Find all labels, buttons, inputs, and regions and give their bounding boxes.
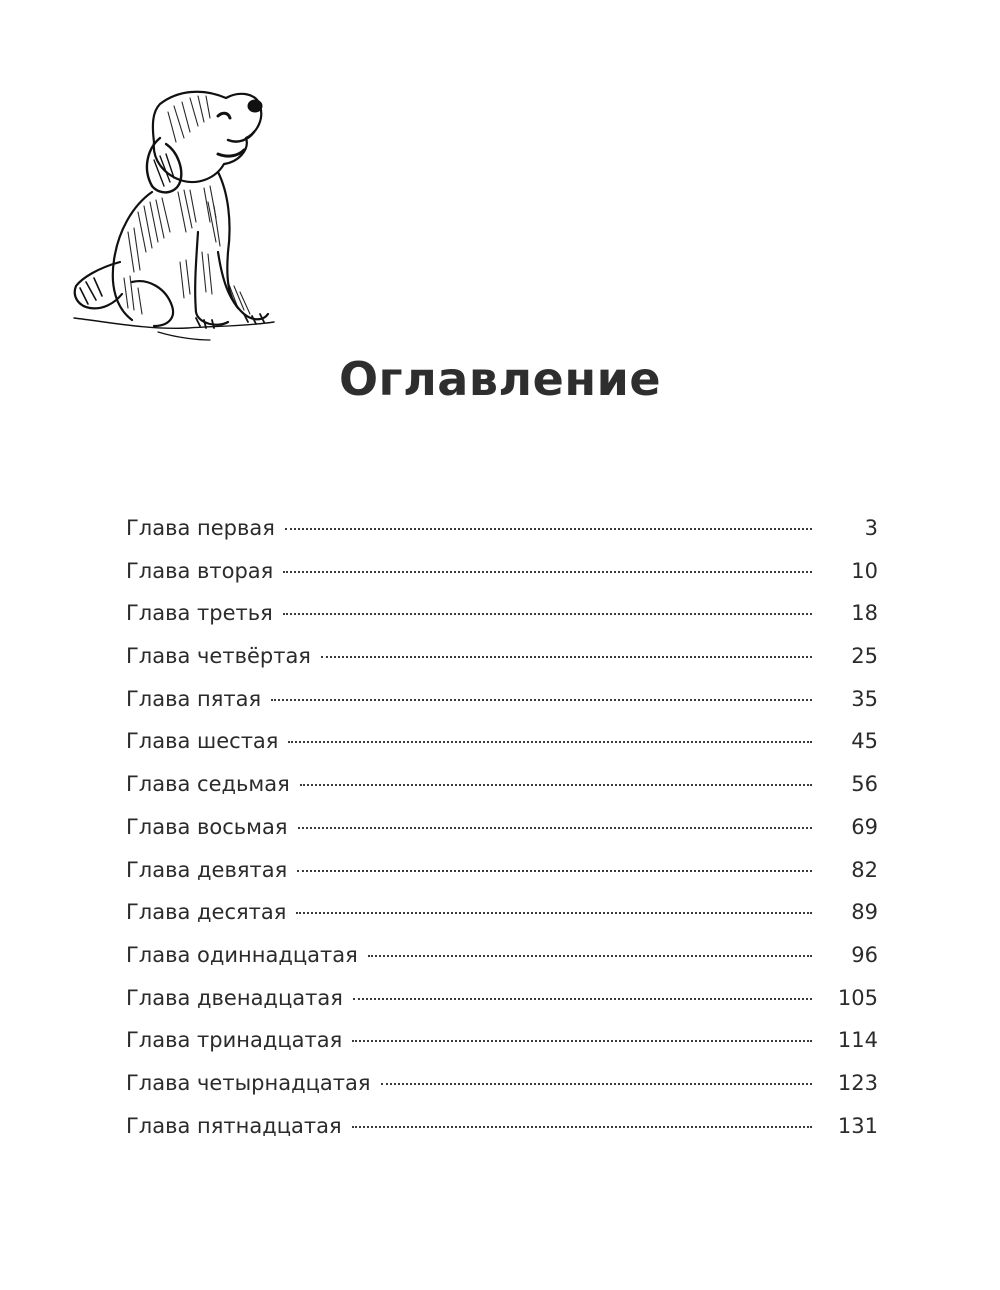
toc-entry-title: Глава четвёртая [126,644,311,669]
toc-entry-page: 3 [864,516,878,540]
toc-entry[interactable] [126,601,878,644]
dot-leader [352,1126,812,1128]
table-of-contents [126,516,878,1156]
toc-entry[interactable] [126,687,878,730]
toc-entry-page: 10 [851,558,878,583]
toc-entry-page: 114 [837,1028,878,1053]
dog-sketch-illustration [68,82,278,344]
toc-entry-title: Глава третья [126,601,273,626]
toc-entry-title: Глава пятнадцатая [126,1113,342,1138]
dot-leader [283,613,812,615]
toc-entry[interactable] [126,772,878,815]
dot-leader [352,1040,812,1042]
toc-entry[interactable] [126,644,878,687]
toc-entry-page: 131 [837,1113,878,1138]
toc-entry-title: Глава одиннадцатая [126,942,358,967]
toc-entry-title: Глава вторая [126,558,274,583]
toc-entry[interactable] [126,815,878,858]
toc-entry-title: Глава шестая [126,729,279,754]
toc-entry[interactable] [126,1114,878,1157]
toc-entry[interactable] [126,986,878,1029]
toc-entry-page: 25 [851,644,878,669]
toc-entry-page: 56 [851,772,878,797]
toc-entry[interactable] [126,1028,878,1071]
toc-entry-title: Глава тринадцатая [126,1028,343,1053]
toc-entry[interactable] [126,516,878,559]
toc-entry[interactable] [126,943,878,986]
toc-entry[interactable] [126,858,878,901]
toc-entry-page: 69 [851,814,878,839]
dot-leader [283,571,812,573]
page-title: Оглавление [338,352,662,406]
dot-leader [353,998,812,1000]
dot-leader [285,528,812,530]
toc-entry-page: 45 [851,729,878,754]
toc-entry[interactable] [126,900,878,943]
dot-leader [321,656,812,658]
toc-entry-title: Глава седьмая [126,772,290,797]
toc-entry-title: Глава девятая [126,857,288,882]
toc-entry-page: 123 [837,1070,878,1095]
dot-leader [297,870,812,872]
toc-entry[interactable] [126,1071,878,1114]
toc-entry-title: Глава четырнадцатая [126,1070,371,1095]
toc-entry-title: Глава десятая [126,900,287,925]
dot-leader [300,784,812,786]
dot-leader [288,741,812,743]
toc-entry-page: 89 [851,900,878,925]
toc-entry-page: 35 [851,686,878,711]
toc-entry-title: Глава первая [126,516,275,540]
dot-leader [368,955,812,957]
toc-entry-title: Глава двенадцатая [126,985,343,1010]
toc-entry[interactable] [126,729,878,772]
toc-entry[interactable] [126,559,878,602]
dot-leader [381,1083,812,1085]
toc-entry-page: 96 [851,942,878,967]
dot-leader [296,912,812,914]
toc-entry-page: 105 [837,985,878,1010]
toc-entry-page: 18 [851,601,878,626]
toc-entry-title: Глава восьмая [126,814,288,839]
toc-entry-title: Глава пятая [126,686,262,711]
dot-leader [271,699,812,701]
dot-leader [298,827,812,829]
toc-entry-page: 82 [851,857,878,882]
